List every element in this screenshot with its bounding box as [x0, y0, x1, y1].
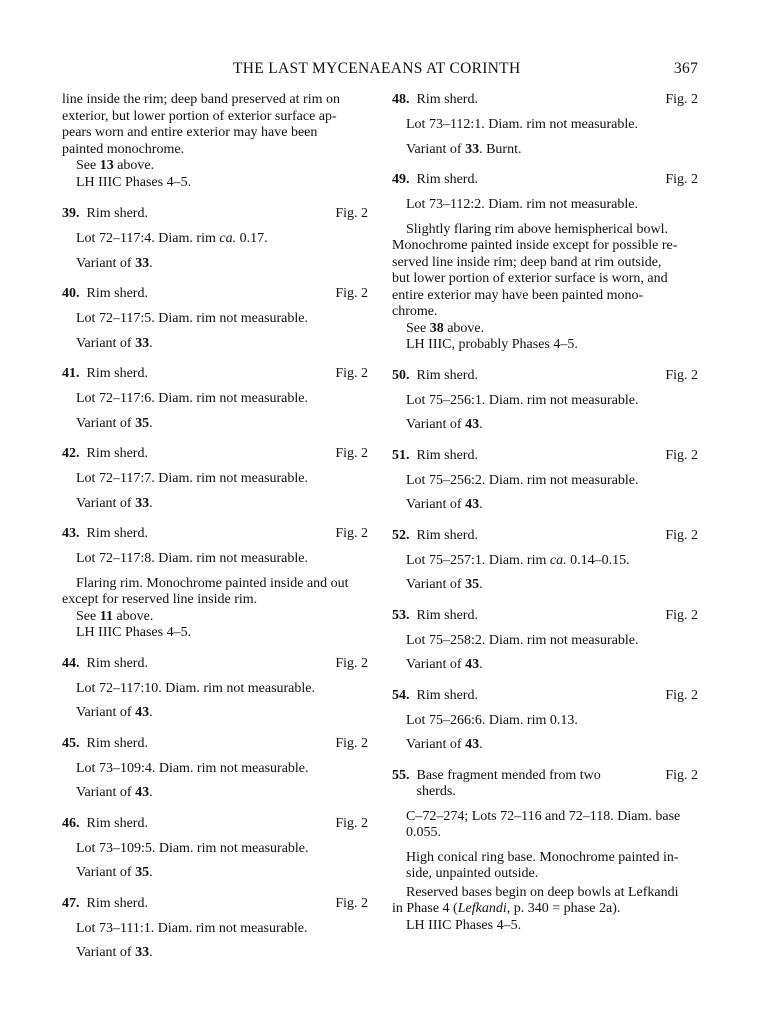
- description-line: chrome.: [392, 304, 438, 319]
- entry-description: Rim sherd.: [416, 172, 478, 187]
- catalogue-entry-43: [62, 526, 368, 642]
- lot-line: Lot 72–117:8. Diam. rim not measurable.: [76, 551, 308, 566]
- intro-line: painted monochrome.: [62, 141, 185, 157]
- entry-number: 48.: [392, 92, 410, 107]
- lot-line: Lot 75–256:1. Diam. rim not measurable.: [406, 392, 639, 408]
- catalogue-entry-51: [392, 448, 698, 514]
- variant-line: Variant of 43.: [76, 705, 153, 720]
- variant-line: Variant of 35.: [406, 577, 483, 592]
- entry-description: Rim sherd.: [416, 367, 478, 383]
- figure-reference: Fig. 2: [335, 735, 368, 751]
- lot-line: Lot 73–112:2. Diam. rim not measurable.: [406, 197, 638, 212]
- entry-number: 43.: [62, 526, 80, 541]
- description-line: High conical ring base. Monochrome painted in-: [406, 849, 679, 865]
- description-line: side, unpainted outside.: [406, 866, 539, 881]
- lot-line: Lot 73–109:5. Diam. rim not measurable.: [76, 840, 309, 856]
- description-paragraph: Flaring rim. Monochrome painted inside and out: [76, 575, 349, 591]
- lot-line: Lot 72–117:4. Diam. rim ca. 0.17.: [76, 231, 268, 246]
- lot-line: Lot 73–109:4. Diam. rim not measurable.: [76, 760, 309, 776]
- entry-description: Rim sherd.: [416, 687, 478, 703]
- entry-number: 47.: [62, 895, 80, 911]
- figure-reference: Fig. 2: [665, 607, 698, 623]
- variant-line: Variant of 33. Burnt.: [406, 141, 522, 157]
- catalogue-entry-46: [62, 816, 368, 882]
- catalogue-entry-44: [62, 656, 368, 722]
- entry-number: 51.: [392, 447, 410, 463]
- entry-description: Rim sherd.: [86, 446, 148, 461]
- catalogue-entry-47: [62, 896, 368, 962]
- variant-line: Variant of 33.: [76, 255, 153, 271]
- lot-line: 0.055.: [406, 825, 441, 840]
- entry-description: Rim sherd.: [86, 895, 148, 911]
- figure-reference: Fig. 2: [335, 526, 368, 541]
- catalogue-entry-55: [392, 768, 698, 935]
- entry-description: Rim sherd.: [86, 815, 148, 831]
- variant-line: Variant of 35.: [76, 415, 153, 431]
- entry-description: Base fragment mended from two sherds.: [416, 767, 601, 799]
- page-number: 367: [674, 60, 699, 77]
- figure-reference: Fig. 2: [665, 447, 698, 463]
- catalogue-entry-52: [392, 528, 698, 594]
- entry-number: 45.: [62, 735, 80, 751]
- entry-description: Rim sherd.: [86, 366, 148, 381]
- variant-line: Variant of 43.: [406, 497, 483, 512]
- entry-description: Rim sherd.: [416, 527, 478, 543]
- note-line: Reserved bases begin on deep bowls at Lefkandi: [406, 884, 679, 900]
- entry-description: Rim sherd.: [416, 607, 478, 623]
- figure-reference: Fig. 2: [335, 815, 368, 831]
- entry-description: Rim sherd.: [416, 447, 478, 463]
- variant-line: Variant of 43.: [406, 737, 483, 752]
- figure-reference: Fig. 2: [335, 655, 368, 671]
- figure-reference: Fig. 2: [665, 687, 698, 703]
- catalogue-entry-42: [62, 446, 368, 512]
- lot-line: C–72–274; Lots 72–116 and 72–118. Diam. base: [406, 808, 681, 824]
- figure-reference: Fig. 2: [665, 767, 698, 783]
- left-column: [62, 92, 368, 962]
- entry-number: 53.: [392, 607, 410, 623]
- entry-number: 46.: [62, 815, 80, 831]
- description-line: Slightly flaring rim above hemispherical bowl.: [406, 221, 669, 237]
- entry-description: Rim sherd.: [86, 206, 148, 221]
- entry-number: 55.: [392, 767, 410, 783]
- description-line: but lower portion of exterior surface is worn, and: [392, 271, 668, 286]
- figure-reference: Fig. 2: [335, 895, 368, 911]
- entry-description: Rim sherd.: [86, 526, 148, 541]
- date-line: LH IIIC Phases 4–5.: [76, 174, 192, 190]
- figure-reference: Fig. 2: [335, 286, 368, 301]
- date-line: LH IIIC, probably Phases 4–5.: [406, 337, 578, 352]
- intro-line: line inside the rim; deep band preserved at rim on: [62, 92, 340, 107]
- variant-line: Variant of 33.: [76, 495, 153, 511]
- running-head-title: THE LAST MYCENAEANS AT CORINTH: [233, 60, 521, 77]
- entry-number: 52.: [392, 527, 410, 543]
- lot-line: Lot 72–117:5. Diam. rim not measurable.: [76, 311, 308, 326]
- lot-line: Lot 72–117:7. Diam. rim not measurable.: [76, 471, 308, 486]
- date-line: LH IIIC Phases 4–5.: [76, 625, 192, 640]
- catalogue-entry-49: [392, 172, 698, 354]
- figure-reference: Fig. 2: [335, 206, 368, 221]
- intro-line: exterior, but lower portion of exterior surface ap-: [62, 108, 337, 124]
- catalogue-entry-41: [62, 366, 368, 432]
- figure-reference: Fig. 2: [335, 446, 368, 461]
- entry-description: Rim sherd.: [86, 735, 148, 751]
- catalogue-entry-48: [392, 92, 698, 158]
- right-column: [392, 92, 698, 934]
- figure-reference: Fig. 2: [335, 366, 368, 381]
- description-line: entire exterior may have been painted mono-: [392, 287, 644, 303]
- see-reference: See 13 above.: [76, 158, 155, 173]
- description-paragraph: except for reserved line inside rim.: [62, 592, 258, 607]
- intro-line: pears worn and entire exterior may have been: [62, 125, 318, 140]
- entry-description: Rim sherd.: [416, 92, 478, 107]
- see-reference: See 38 above.: [406, 320, 485, 336]
- lot-line: Lot 72–117:6. Diam. rim not measurable.: [76, 391, 308, 406]
- catalogue-entry-39: [62, 206, 368, 272]
- lot-line: Lot 75–257:1. Diam. rim ca. 0.14–0.15.: [406, 552, 630, 568]
- lot-line: Lot 72–117:10. Diam. rim not measurable.: [76, 680, 315, 696]
- entry-description: Rim sherd.: [86, 655, 148, 671]
- entry-number: 50.: [392, 367, 410, 383]
- date-line: LH IIIC Phases 4–5.: [406, 917, 522, 933]
- entry-number: 41.: [62, 366, 80, 381]
- note-line: in Phase 4 (Lefkandi, p. 340 = phase 2a).: [392, 901, 621, 916]
- lot-line: Lot 75–256:2. Diam. rim not measurable.: [406, 472, 639, 488]
- lot-line: Lot 75–266:6. Diam. rim 0.13.: [406, 712, 578, 728]
- variant-line: Variant of 43.: [406, 417, 483, 432]
- continued-text: [62, 92, 368, 191]
- catalogue-entry-54: [392, 688, 698, 754]
- lot-line: Lot 73–111:1. Diam. rim not measurable.: [76, 920, 308, 936]
- entry-description: Rim sherd.: [86, 286, 148, 301]
- entry-number: 49.: [392, 172, 410, 187]
- lot-line: Lot 73–112:1. Diam. rim not measurable.: [406, 117, 638, 132]
- description-line: served line inside rim; deep band at rim outside,: [392, 254, 662, 270]
- variant-line: Variant of 43.: [76, 785, 153, 800]
- figure-reference: Fig. 2: [665, 92, 698, 107]
- description-line: Monochrome painted inside except for possible re-: [392, 238, 678, 253]
- figure-reference: Fig. 2: [665, 172, 698, 187]
- catalogue-entry-50: [392, 368, 698, 434]
- variant-line: Variant of 35.: [76, 865, 153, 880]
- catalogue-entry-40: [62, 286, 368, 352]
- entry-number: 44.: [62, 655, 80, 671]
- entry-number: 40.: [62, 286, 80, 301]
- entry-number: 54.: [392, 687, 410, 703]
- variant-line: Variant of 33.: [76, 945, 153, 960]
- see-reference: See 11 above.: [76, 608, 154, 624]
- variant-line: Variant of 43.: [406, 657, 483, 672]
- figure-reference: Fig. 2: [665, 367, 698, 383]
- catalogue-entry-45: [62, 736, 368, 802]
- figure-reference: Fig. 2: [665, 527, 698, 543]
- catalogue-entry-53: [392, 608, 698, 674]
- entry-number: 42.: [62, 446, 80, 461]
- lot-line: Lot 75–258:2. Diam. rim not measurable.: [406, 632, 639, 648]
- variant-line: Variant of 33.: [76, 335, 153, 351]
- entry-number: 39.: [62, 206, 80, 221]
